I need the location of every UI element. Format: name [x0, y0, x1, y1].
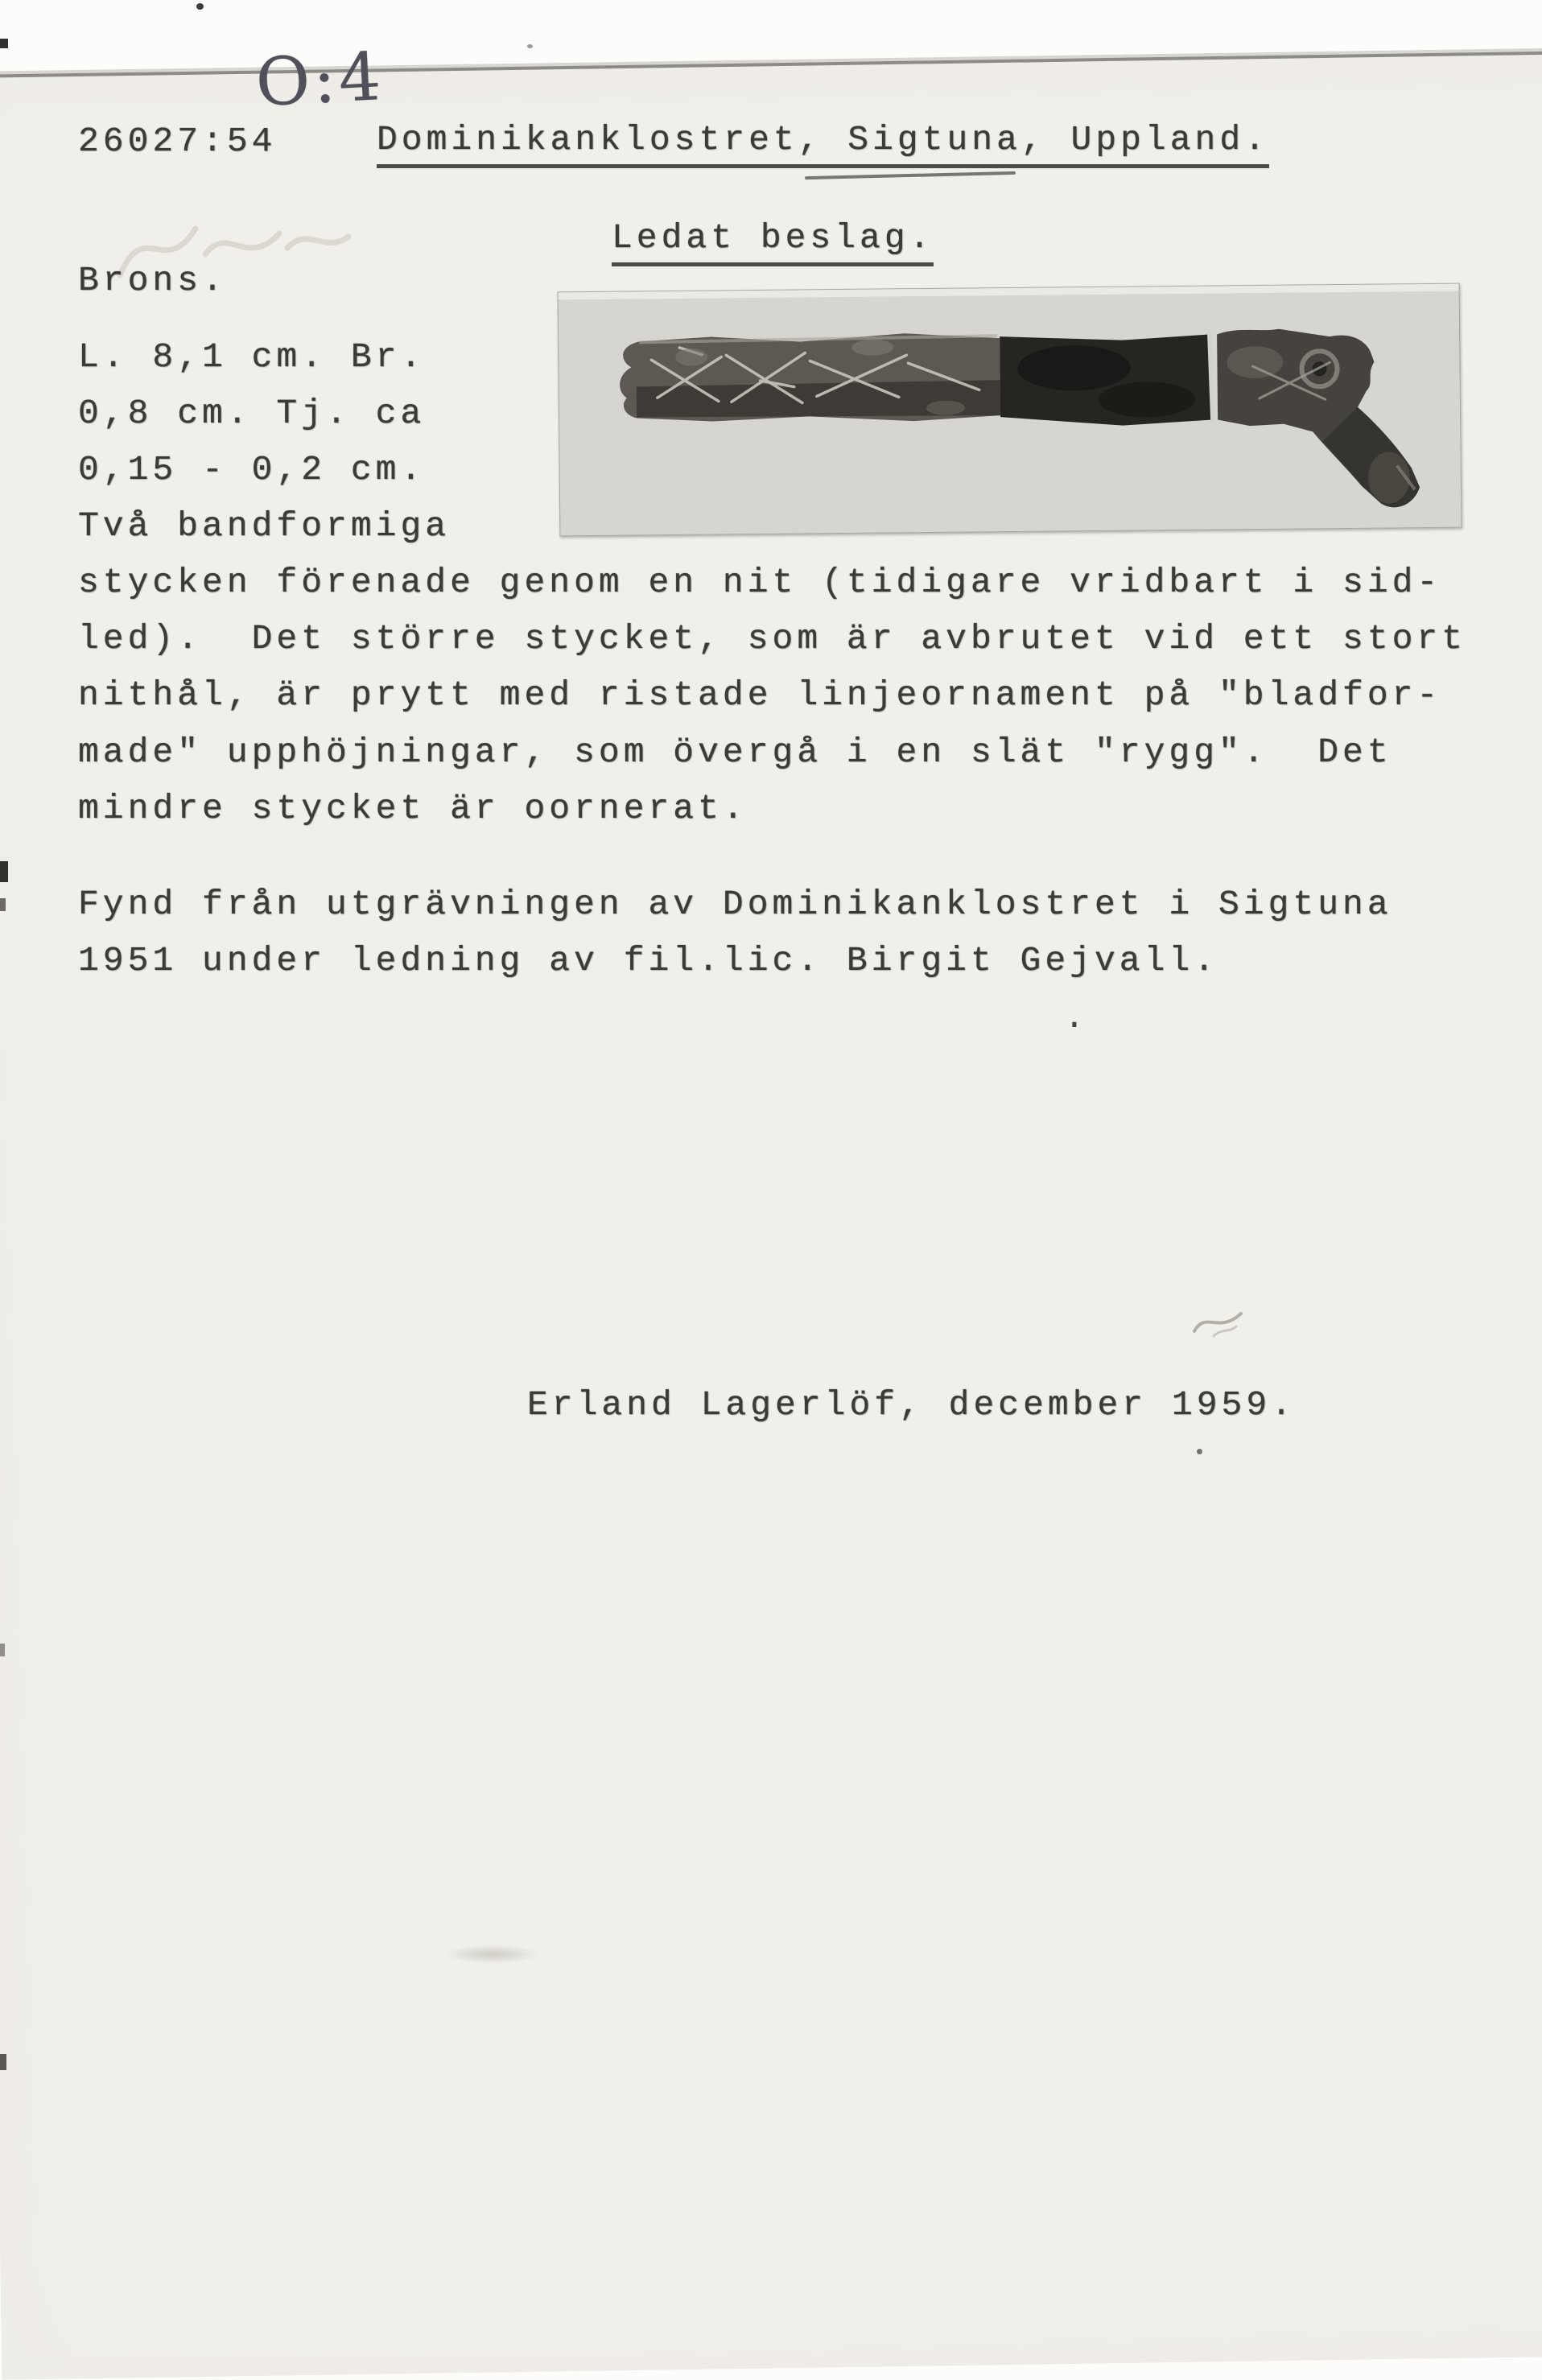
description-line: led). Det större stycket, som är avbrutet vid ett stort — [78, 618, 1466, 660]
artifact-photo — [558, 283, 1462, 537]
scan-edge-artifact — [0, 898, 6, 911]
stray-dot — [1197, 1449, 1202, 1454]
signature-line: Erland Lagerlöf, december 1959. — [527, 1384, 1296, 1426]
stray-period: . — [1064, 998, 1085, 1037]
scan-edge-artifact — [0, 861, 8, 882]
scan-edge-artifact — [0, 1644, 5, 1656]
description-line: nithål, är prytt med ristade linjeornament på "bladfor- — [78, 674, 1441, 716]
measurement-line: L. 8,1 cm. Br. — [78, 336, 425, 378]
smudge-mark — [445, 1945, 540, 1964]
material-label: Brons. — [78, 260, 227, 302]
scan-edge-artifact — [0, 2054, 6, 2070]
find-line: 1951 under ledning av fil.lic. Birgit Gejvall. — [78, 940, 1218, 982]
pencil-squiggle — [1189, 1305, 1249, 1341]
scan-speck — [196, 3, 204, 10]
bronze-fitting-illustration — [559, 284, 1462, 534]
scan-speck — [527, 44, 533, 48]
description-line: mindre stycket är oornerat. — [78, 788, 748, 830]
measurement-line: Två bandformiga — [78, 505, 450, 547]
measurement-line: 0,15 - 0,2 cm. — [78, 449, 425, 491]
measurement-line: 0,8 cm. Tj. ca — [78, 393, 425, 435]
object-heading: Ledat beslag. — [612, 217, 934, 266]
description-line: stycken förenade genom en nit (tidigare vridbart i sid- — [78, 562, 1441, 604]
catalog-number: 26027:54 — [78, 121, 276, 163]
find-line: Fynd från utgrävningen av Dominikanklostret i Sigtuna — [78, 884, 1392, 926]
scan-edge-artifact — [0, 39, 8, 48]
document-title: Dominikanklostret, Sigtuna, Uppland. — [377, 119, 1269, 168]
handwritten-annotation: O:4 — [254, 39, 386, 122]
description-line: made" upphöjningar, som övergå i en slät "rygg". Det — [78, 732, 1392, 773]
